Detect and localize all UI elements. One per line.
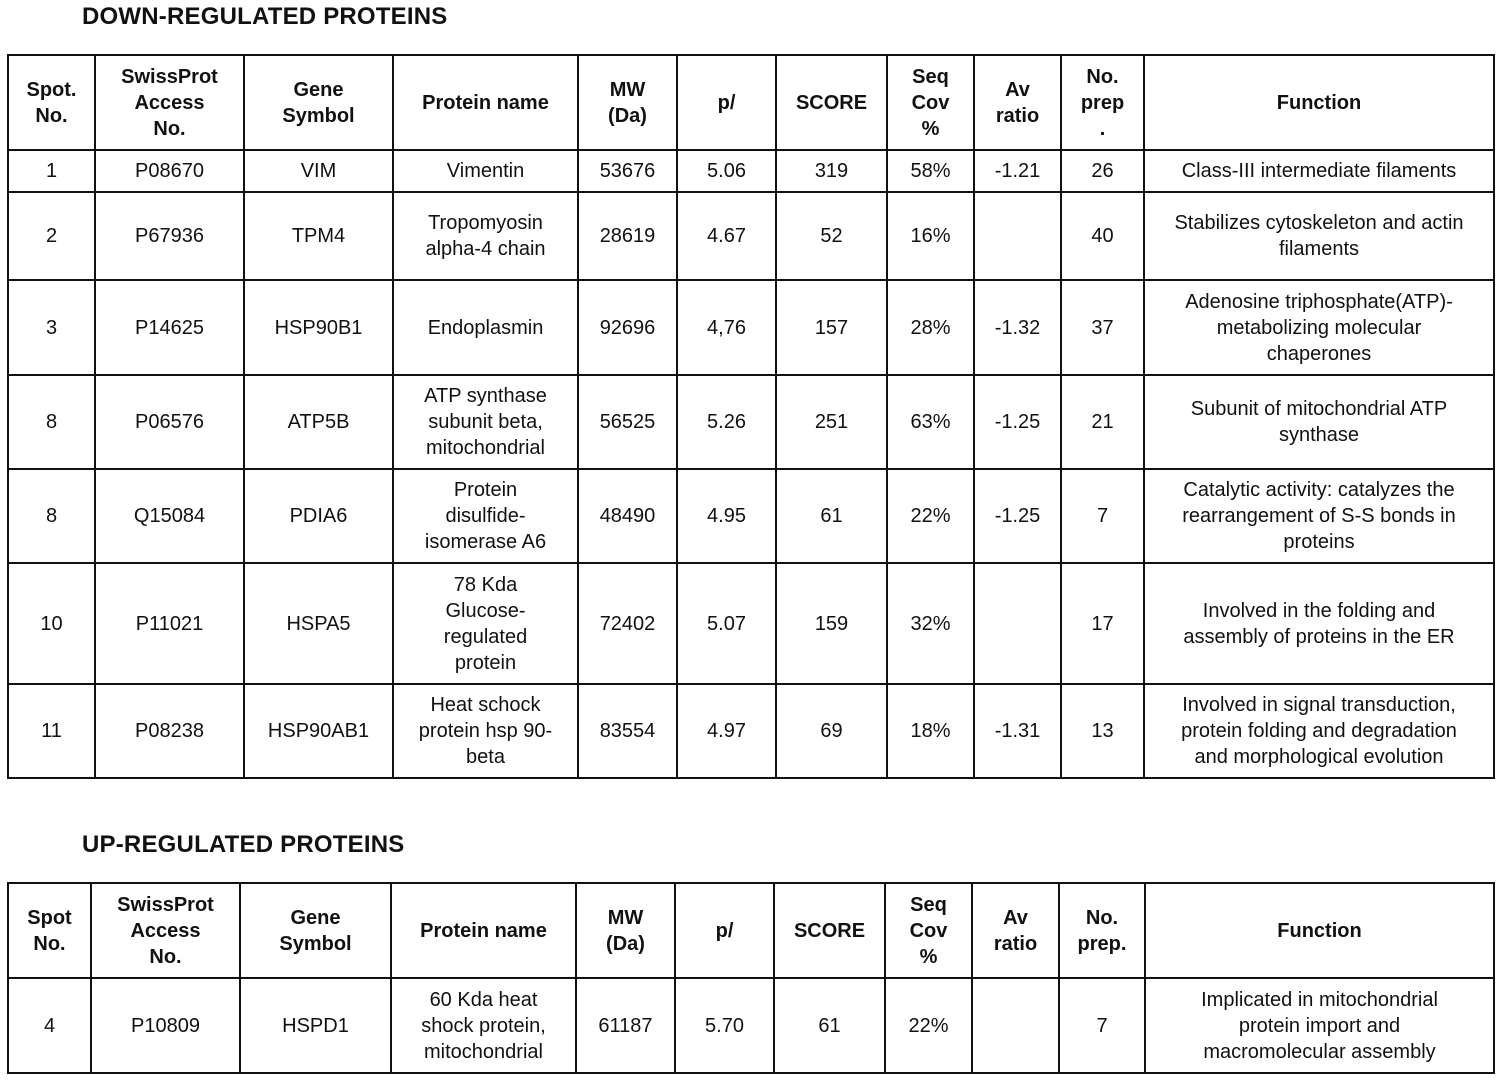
- column-header-swissprot-access-no: SwissProt Access No.: [91, 883, 240, 978]
- cell-mw: 53676: [578, 150, 677, 192]
- cell-mw: 48490: [578, 469, 677, 563]
- table-row: [8, 563, 1494, 684]
- cell-av-ratio: -1.25: [974, 469, 1061, 563]
- column-header-gene-symbol: Gene Symbol: [244, 55, 393, 150]
- cell-av-ratio: [974, 192, 1061, 280]
- cell-protein-name: Endoplasmin: [393, 280, 578, 375]
- cell-function: Adenosine triphosphate(ATP)- metabolizing molecular chaperones: [1144, 280, 1494, 375]
- column-header-av-ratio: Av ratio: [972, 883, 1059, 978]
- column-header-pi: p/: [675, 883, 774, 978]
- column-header-seq-cov: Seq Cov %: [885, 883, 972, 978]
- cell-swissprot-access-no: P08238: [95, 684, 244, 778]
- cell-swissprot-access-no: P08670: [95, 150, 244, 192]
- column-header-score: SCORE: [774, 883, 885, 978]
- cell-pi: 5.07: [677, 563, 776, 684]
- column-header-spot-no: Spot No.: [8, 883, 91, 978]
- cell-spot-no: 2: [8, 192, 95, 280]
- cell-score: 251: [776, 375, 887, 469]
- cell-no-prep: 13: [1061, 684, 1144, 778]
- cell-function: Subunit of mitochondrial ATP synthase: [1144, 375, 1494, 469]
- cell-seq-cov: 22%: [885, 978, 972, 1073]
- column-header-swissprot-access-no: SwissProt Access No.: [95, 55, 244, 150]
- cell-pi: 4.67: [677, 192, 776, 280]
- cell-score: 61: [776, 469, 887, 563]
- table-row: [8, 150, 1494, 192]
- cell-mw: 83554: [578, 684, 677, 778]
- column-header-no-prep: No. prep .: [1061, 55, 1144, 150]
- column-header-protein-name: Protein name: [391, 883, 576, 978]
- cell-seq-cov: 63%: [887, 375, 974, 469]
- cell-no-prep: 21: [1061, 375, 1144, 469]
- cell-no-prep: 7: [1059, 978, 1145, 1073]
- cell-spot-no: 1: [8, 150, 95, 192]
- cell-gene-symbol: TPM4: [244, 192, 393, 280]
- cell-protein-name: Vimentin: [393, 150, 578, 192]
- cell-swissprot-access-no: P14625: [95, 280, 244, 375]
- cell-protein-name: 78 Kda Glucose- regulated protein: [393, 563, 578, 684]
- column-header-function: Function: [1144, 55, 1494, 150]
- cell-pi: 4,76: [677, 280, 776, 375]
- cell-function: Implicated in mitochondrial protein import and macromolecular assembly: [1145, 978, 1494, 1073]
- column-header-av-ratio: Av ratio: [974, 55, 1061, 150]
- cell-no-prep: 40: [1061, 192, 1144, 280]
- cell-av-ratio: -1.32: [974, 280, 1061, 375]
- section-title-up-regulated: UP-REGULATED PROTEINS: [82, 831, 405, 858]
- cell-gene-symbol: HSP90AB1: [244, 684, 393, 778]
- cell-av-ratio: -1.25: [974, 375, 1061, 469]
- cell-protein-name: Protein disulfide- isomerase A6: [393, 469, 578, 563]
- cell-spot-no: 11: [8, 684, 95, 778]
- cell-mw: 28619: [578, 192, 677, 280]
- cell-function: Stabilizes cytoskeleton and actin filaments: [1144, 192, 1494, 280]
- cell-spot-no: 3: [8, 280, 95, 375]
- column-header-spot-no: Spot. No.: [8, 55, 95, 150]
- cell-swissprot-access-no: P11021: [95, 563, 244, 684]
- cell-function: Involved in the folding and assembly of proteins in the ER: [1144, 563, 1494, 684]
- cell-function: Catalytic activity: catalyzes the rearrangement of S-S bonds in proteins: [1144, 469, 1494, 563]
- cell-swissprot-access-no: P67936: [95, 192, 244, 280]
- column-header-mw: MW (Da): [576, 883, 675, 978]
- table-row: [8, 192, 1494, 280]
- cell-seq-cov: 16%: [887, 192, 974, 280]
- cell-pi: 4.95: [677, 469, 776, 563]
- table-row: [8, 978, 1494, 1073]
- cell-seq-cov: 22%: [887, 469, 974, 563]
- cell-no-prep: 17: [1061, 563, 1144, 684]
- cell-score: 159: [776, 563, 887, 684]
- cell-spot-no: 4: [8, 978, 91, 1073]
- cell-protein-name: 60 Kda heat shock protein, mitochondrial: [391, 978, 576, 1073]
- cell-function: Involved in signal transduction, protein folding and degradation and morphological evolution: [1144, 684, 1494, 778]
- cell-spot-no: 10: [8, 563, 95, 684]
- cell-score: 157: [776, 280, 887, 375]
- cell-av-ratio: [972, 978, 1059, 1073]
- cell-seq-cov: 58%: [887, 150, 974, 192]
- table-row: [8, 684, 1494, 778]
- cell-pi: 5.70: [675, 978, 774, 1073]
- cell-no-prep: 7: [1061, 469, 1144, 563]
- cell-pi: 5.06: [677, 150, 776, 192]
- cell-swissprot-access-no: P06576: [95, 375, 244, 469]
- column-header-protein-name: Protein name: [393, 55, 578, 150]
- cell-av-ratio: -1.21: [974, 150, 1061, 192]
- table-down-regulated-proteins: [7, 54, 1495, 779]
- cell-mw: 56525: [578, 375, 677, 469]
- cell-function: Class-III intermediate filaments: [1144, 150, 1494, 192]
- column-header-score: SCORE: [776, 55, 887, 150]
- cell-protein-name: Heat schock protein hsp 90- beta: [393, 684, 578, 778]
- cell-score: 52: [776, 192, 887, 280]
- table-up-regulated-proteins: [7, 882, 1495, 1074]
- cell-score: 69: [776, 684, 887, 778]
- cell-pi: 5.26: [677, 375, 776, 469]
- table-header-row: [8, 883, 1494, 978]
- column-header-function: Function: [1145, 883, 1494, 978]
- cell-av-ratio: -1.31: [974, 684, 1061, 778]
- cell-seq-cov: 32%: [887, 563, 974, 684]
- cell-gene-symbol: ATP5B: [244, 375, 393, 469]
- column-header-mw: MW (Da): [578, 55, 677, 150]
- cell-gene-symbol: VIM: [244, 150, 393, 192]
- cell-score: 61: [774, 978, 885, 1073]
- cell-protein-name: Tropomyosin alpha-4 chain: [393, 192, 578, 280]
- cell-no-prep: 37: [1061, 280, 1144, 375]
- column-header-no-prep: No. prep.: [1059, 883, 1145, 978]
- cell-pi: 4.97: [677, 684, 776, 778]
- cell-score: 319: [776, 150, 887, 192]
- cell-swissprot-access-no: Q15084: [95, 469, 244, 563]
- cell-mw: 72402: [578, 563, 677, 684]
- column-header-pi: p/: [677, 55, 776, 150]
- column-header-seq-cov: Seq Cov %: [887, 55, 974, 150]
- column-header-gene-symbol: Gene Symbol: [240, 883, 391, 978]
- section-title-down-regulated: DOWN-REGULATED PROTEINS: [82, 3, 448, 30]
- cell-spot-no: 8: [8, 375, 95, 469]
- cell-seq-cov: 28%: [887, 280, 974, 375]
- cell-av-ratio: [974, 563, 1061, 684]
- table-row: [8, 280, 1494, 375]
- cell-gene-symbol: HSPA5: [244, 563, 393, 684]
- cell-no-prep: 26: [1061, 150, 1144, 192]
- table-row: [8, 469, 1494, 563]
- cell-swissprot-access-no: P10809: [91, 978, 240, 1073]
- cell-spot-no: 8: [8, 469, 95, 563]
- cell-seq-cov: 18%: [887, 684, 974, 778]
- table-row: [8, 375, 1494, 469]
- cell-protein-name: ATP synthase subunit beta, mitochondrial: [393, 375, 578, 469]
- table-header-row: [8, 55, 1494, 150]
- cell-mw: 61187: [576, 978, 675, 1073]
- cell-gene-symbol: PDIA6: [244, 469, 393, 563]
- cell-gene-symbol: HSPD1: [240, 978, 391, 1073]
- cell-mw: 92696: [578, 280, 677, 375]
- cell-gene-symbol: HSP90B1: [244, 280, 393, 375]
